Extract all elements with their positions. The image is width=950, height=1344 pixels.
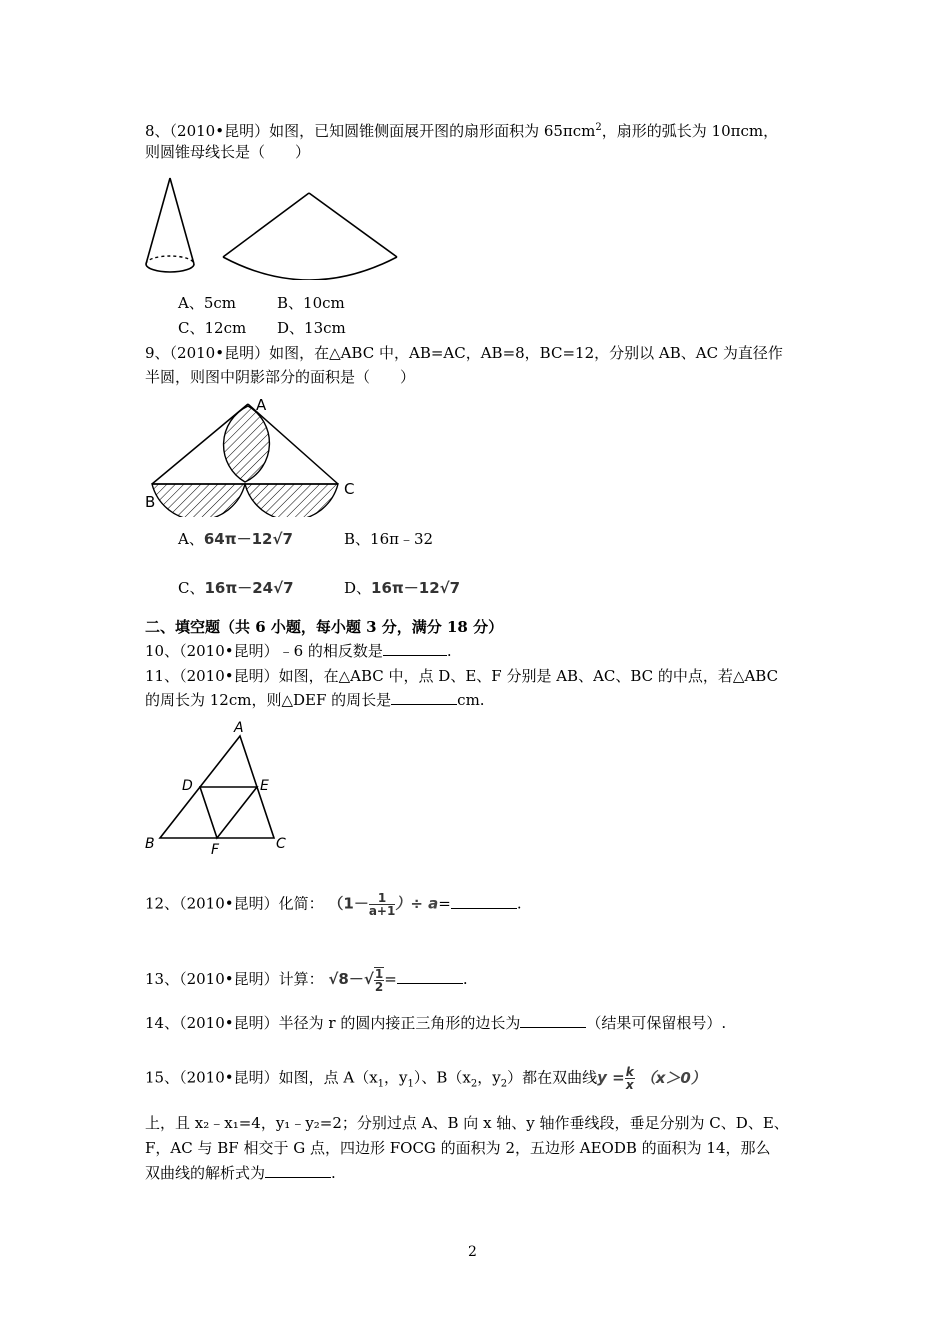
q15-line3: F，AC 与 BF 相交于 G 点，四边形 FOCG 的面积为 2，五边形 AEODB 的面积为 14，那么 xyxy=(145,1139,771,1157)
answer-blank xyxy=(397,969,463,984)
q8-option-c: C、12cm xyxy=(178,319,247,337)
q10-line: 10、（2010•昆明）﹣6 的相反数是 . xyxy=(145,642,452,660)
q9-line2: 半圆，则图中阴影部分的面积是（ ） xyxy=(145,368,416,386)
q14-line: 14、（2010•昆明）半径为 r 的圆内接正三角形的边长为 （结果可保留根号）. xyxy=(145,1014,727,1032)
sector-figure xyxy=(215,185,405,280)
label-a: A xyxy=(256,396,267,414)
fraction: $\frac{1}{a+1}$ xyxy=(368,891,396,918)
q9-option-c: C、16π－24√7 xyxy=(178,579,294,597)
label-f: F xyxy=(211,842,220,858)
q9-option-b: B、16π﹣32 xyxy=(344,530,434,548)
section-heading: 二、填空题（共 6 小题，每小题 3 分，满分 18 分） xyxy=(145,618,504,636)
answer-blank xyxy=(451,894,517,909)
page-number: 2 xyxy=(468,1244,477,1260)
sqrt-sign: √ xyxy=(363,970,374,988)
answer-blank xyxy=(383,641,447,656)
q9-option-a: A、64π－12√7 xyxy=(178,530,293,548)
label-b: B xyxy=(145,836,155,852)
q11-line1: 11、（2010•昆明）如图，在△ABC 中，点 D、E、F 分别是 AB、AC、BC 的中点，若△ABC xyxy=(145,667,779,685)
label-c: C xyxy=(276,836,286,852)
q8-line2: 则圆锥母线长是（ ） xyxy=(145,143,311,161)
label-e: E xyxy=(260,778,269,794)
q12-line: 12、（2010•昆明）化简： （1－ $\frac{1}{a+1}$ ）÷ a= . xyxy=(145,891,522,918)
q8-option-b: B、10cm xyxy=(277,294,345,312)
label-a: A xyxy=(234,720,244,736)
label-b: B xyxy=(145,493,156,511)
answer-blank xyxy=(265,1163,331,1178)
q8-option-a: A、5cm xyxy=(178,294,237,312)
q8-option-d: D、13cm xyxy=(277,319,346,337)
answer-blank xyxy=(391,690,457,705)
q8-line1: 8、（2010•昆明）如图，已知圆锥侧面展开图的扇形面积为 65πcm$^2$，扇形的弧长为 10πcm， xyxy=(145,122,779,140)
fraction: $\frac{1}{2}$ xyxy=(374,967,384,994)
q11-line2: 的周长为 12cm，则△DEF 的周长是 cm. xyxy=(145,691,485,709)
q15-line1: 15、（2010•昆明）如图，点 $A(x_1$，$y_1$）、$B(x_2$，$y_2$）都在双曲线y = $\frac{k}{x}$ （x＞0） xyxy=(145,1065,706,1092)
fraction: $\frac{k}{x}$ xyxy=(625,1065,634,1092)
q9-option-d: D、16π－12√7 xyxy=(344,579,461,597)
semicircle-figure xyxy=(140,392,370,517)
q15-line2: 上，且 x₂﹣x₁=4，y₁﹣y₂=2；分别过点 A、B 向 x 轴、y 轴作垂线段，垂足分别为 C、D、E、 xyxy=(145,1114,789,1132)
answer-blank xyxy=(520,1013,586,1028)
label-d: D xyxy=(182,778,193,794)
triangle-figure xyxy=(140,718,300,860)
q13-line: 13、（2010•昆明）计算： √8－√ $\frac{1}{2}$ = . xyxy=(145,967,468,994)
q9-line1: 9、（2010•昆明）如图，在△ABC 中，AB=AC，AB=8，BC=12，分别以 AB、AC 为直径作 xyxy=(145,344,783,362)
q15-line4: 双曲线的解析式为 . xyxy=(145,1164,336,1182)
cone-figure xyxy=(140,172,200,280)
label-c: C xyxy=(344,480,355,498)
